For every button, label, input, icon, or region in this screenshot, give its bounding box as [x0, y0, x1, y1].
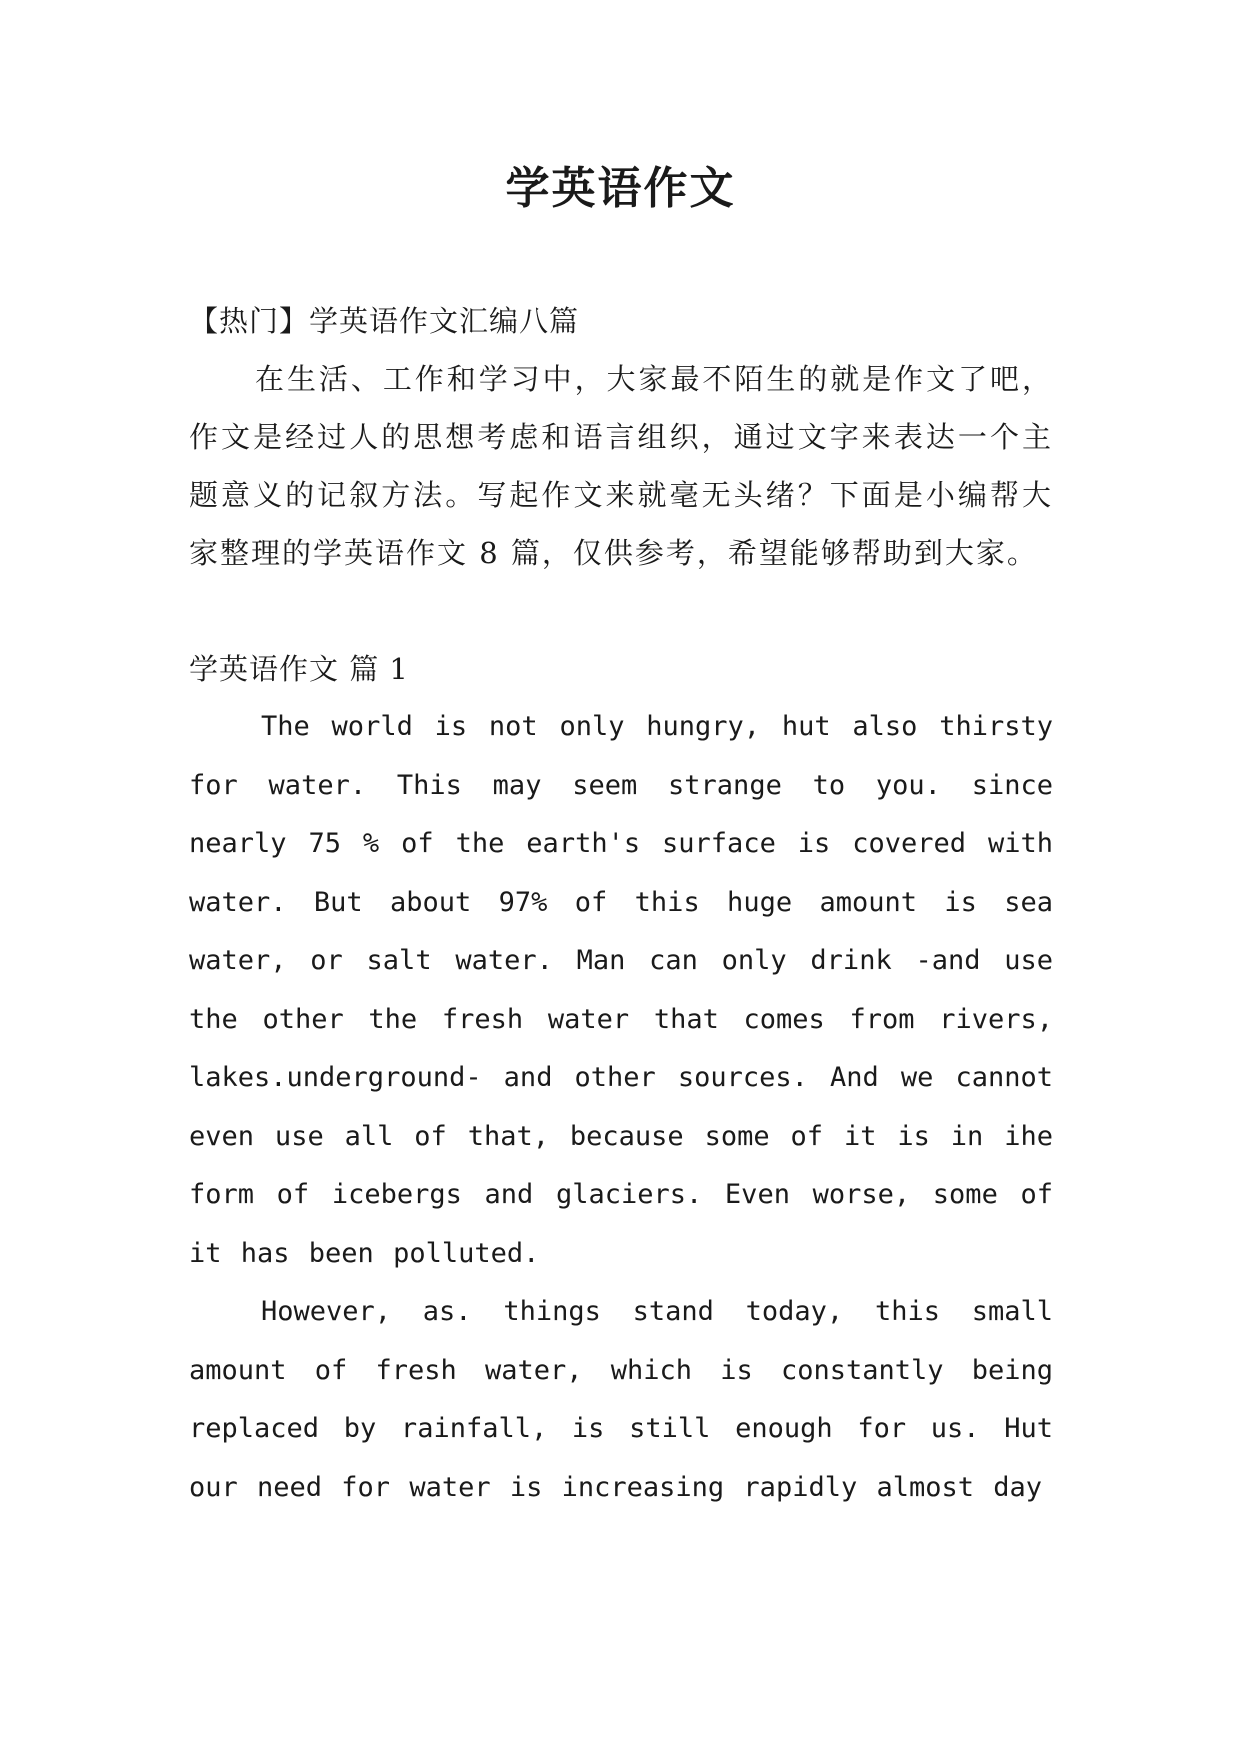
essay-paragraph-1: The world is not only hungry, hut also thirsty for water. This may seem strange to you. since nearly 75 % of the earth's surface is covered with water. But about 97% of this huge amount is sea water, or salt water. Man can only drink -and use the other the fresh water that comes from rivers, lakes.underground- and other sources. And we cannot even use all of that, because some of it is in ihe form of icebergs and glaciers. Even worse, some of it has been polluted. [189, 711, 1053, 1269]
essay-paragraph-2: However, as. things stand today, this small amount of fresh water, which is constantly being replaced by rainfall, is still enough for us. Hut our need for water is increasing rapidly almost day [189, 1296, 1053, 1503]
document-subtitle: 【热门】学英语作文汇编八篇 [189, 304, 580, 338]
section-heading: 学英语作文 篇 1 [189, 652, 409, 686]
document-title: 学英语作文 [505, 163, 736, 214]
document-body [189, 292, 1053, 1517]
intro-paragraph: 在生活、工作和学习中，大家最不陌生的就是作文了吧，作文是经过人的思想考虑和语言组织，通过文字来表达一个主题意义的记叙方法。写起作文来就毫无头绪？下面是小编帮大家整理的学英语作文 8 篇，仅供参考，希望能够帮助到大家。 [189, 362, 1053, 570]
